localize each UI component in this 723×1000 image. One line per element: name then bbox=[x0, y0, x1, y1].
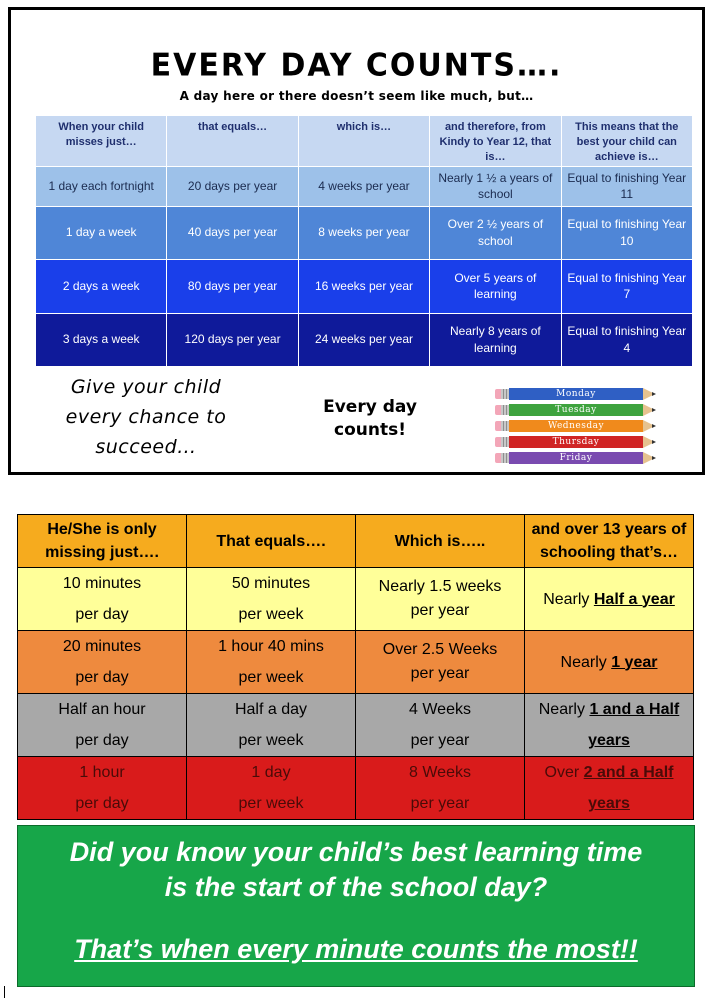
cell-line: per year bbox=[410, 665, 470, 682]
header-best-achieve: This means that the best your child can achieve is… bbox=[561, 116, 692, 167]
table-cell bbox=[525, 568, 694, 631]
text-cursor-icon bbox=[4, 986, 5, 998]
table-row bbox=[36, 313, 693, 366]
cell-text: Over bbox=[544, 764, 584, 781]
poster-subtitle: A day here or there doesn’t seem like much, but… bbox=[179, 89, 534, 103]
table-cell bbox=[525, 757, 694, 820]
cell-emphasis: 1 year bbox=[611, 653, 658, 671]
cell-line: per year bbox=[410, 602, 470, 619]
cell-line: per day bbox=[75, 795, 129, 812]
table-cell bbox=[356, 568, 525, 631]
pencil-icon bbox=[495, 388, 657, 400]
header-that-equals: That equals…. bbox=[187, 515, 356, 568]
cell-line: per year bbox=[410, 795, 470, 812]
cell-emphasis: Half a year bbox=[593, 590, 675, 608]
pencil-icon bbox=[495, 452, 657, 464]
table-row bbox=[36, 206, 693, 259]
table-cell: 120 days per year bbox=[167, 313, 298, 366]
table-cell: Over 5 years of learning bbox=[430, 259, 561, 313]
slogan-line: succeed… bbox=[95, 436, 197, 458]
cell-emphasis: 2 and a Half years bbox=[583, 764, 674, 812]
banner-emphasis-line: That’s when every minute counts the most!! bbox=[74, 934, 638, 964]
cell-line: per week bbox=[238, 669, 304, 686]
cell-line: 1 day bbox=[251, 764, 291, 781]
table-cell bbox=[187, 631, 356, 694]
cell-text: Nearly bbox=[560, 653, 612, 671]
cell-line: 50 minutes bbox=[231, 575, 311, 592]
slogan-line: Give your child bbox=[70, 376, 222, 398]
banner-line: is the start of the school day? bbox=[164, 872, 548, 902]
cell-line: per year bbox=[410, 732, 470, 749]
table-cell: Equal to finishing Year 11 bbox=[561, 166, 692, 206]
table-header-row bbox=[36, 116, 693, 167]
table-cell bbox=[187, 568, 356, 631]
table-cell bbox=[525, 631, 694, 694]
table-cell: Nearly 1 ½ a years of school bbox=[430, 166, 561, 206]
cell-text: Nearly bbox=[543, 590, 594, 608]
cell-line: per day bbox=[75, 606, 129, 623]
table-cell bbox=[356, 757, 525, 820]
pencil-icon bbox=[495, 404, 657, 416]
table-cell bbox=[356, 694, 525, 757]
table-cell: Equal to finishing Year 4 bbox=[561, 313, 692, 366]
header-which-is: which is… bbox=[298, 116, 429, 167]
header-equals: that equals… bbox=[167, 116, 298, 167]
table-cell bbox=[356, 631, 525, 694]
cell-line: 20 minutes bbox=[62, 638, 142, 655]
table-row bbox=[18, 631, 694, 694]
header-missing-just: He/She is only missing just…. bbox=[18, 515, 187, 568]
table-row bbox=[18, 694, 694, 757]
table-cell bbox=[18, 694, 187, 757]
header-over-13-years: and over 13 years of schooling that’s… bbox=[525, 515, 694, 568]
cell-line: 10 minutes bbox=[62, 575, 142, 592]
table-cell: 3 days a week bbox=[36, 313, 167, 366]
slogan-line: Every day bbox=[323, 397, 417, 417]
table-cell bbox=[187, 757, 356, 820]
every-day-counts-slogan bbox=[301, 396, 439, 442]
pencil-label: Tuesday bbox=[509, 404, 643, 416]
minutes-missed-table bbox=[17, 514, 694, 820]
table-cell: 16 weeks per year bbox=[298, 259, 429, 313]
table-row bbox=[36, 259, 693, 313]
cell-line: Nearly 1.5 weeks bbox=[378, 578, 502, 595]
table-cell: 8 weeks per year bbox=[298, 206, 429, 259]
table-cell: 2 days a week bbox=[36, 259, 167, 313]
table-row bbox=[36, 166, 693, 206]
cell-text: Nearly bbox=[538, 701, 590, 718]
table-cell bbox=[18, 568, 187, 631]
table-cell bbox=[18, 631, 187, 694]
table-cell: 4 weeks per year bbox=[298, 166, 429, 206]
cell-line: per week bbox=[238, 795, 304, 812]
poster-title: EVERY DAY COUNTS…. bbox=[150, 47, 563, 84]
table-cell: Nearly 8 years of learning bbox=[430, 313, 561, 366]
slogan-line: counts! bbox=[334, 420, 406, 440]
header-which-is: Which is….. bbox=[356, 515, 525, 568]
cell-line: per day bbox=[75, 732, 129, 749]
cell-line: 1 hour bbox=[79, 764, 125, 781]
pencil-label: Wednesday bbox=[509, 420, 643, 432]
table-cell: Over 2 ½ years of school bbox=[430, 206, 561, 259]
table-row bbox=[18, 568, 694, 631]
banner-line: Did you know your child’s best learning time bbox=[69, 837, 643, 867]
table-cell bbox=[525, 694, 694, 757]
cell-line: per week bbox=[238, 606, 304, 623]
pencil-label: Thursday bbox=[509, 436, 643, 448]
cell-line: Half an hour bbox=[58, 701, 146, 718]
table-cell: 1 day each fortnight bbox=[36, 166, 167, 206]
table-cell bbox=[187, 694, 356, 757]
table-row bbox=[18, 757, 694, 820]
days-missed-table bbox=[35, 115, 693, 367]
pencil-icon bbox=[495, 420, 657, 432]
attendance-poster bbox=[8, 7, 705, 475]
table-cell bbox=[18, 757, 187, 820]
cell-line: per day bbox=[75, 669, 129, 686]
table-cell: 40 days per year bbox=[167, 206, 298, 259]
table-cell: 1 day a week bbox=[36, 206, 167, 259]
give-your-child-slogan bbox=[51, 372, 241, 462]
slogan-line: every chance to bbox=[65, 406, 227, 428]
table-header-row bbox=[18, 515, 694, 568]
cell-line: Over 2.5 Weeks bbox=[382, 641, 498, 658]
table-cell: Equal to finishing Year 10 bbox=[561, 206, 692, 259]
learning-time-banner bbox=[17, 825, 695, 987]
weekday-pencils-illustration bbox=[495, 388, 665, 468]
table-cell: 20 days per year bbox=[167, 166, 298, 206]
pencil-label: Friday bbox=[509, 452, 643, 464]
cell-line: 8 Weeks bbox=[409, 764, 471, 781]
cell-line: 4 Weeks bbox=[409, 701, 471, 718]
table-cell: Equal to finishing Year 7 bbox=[561, 259, 692, 313]
header-misses: When your child misses just… bbox=[36, 116, 167, 167]
cell-emphasis: 1 and a Half years bbox=[588, 701, 680, 749]
cell-line: Half a day bbox=[234, 701, 308, 718]
cell-line: per week bbox=[238, 732, 304, 749]
table-cell: 24 weeks per year bbox=[298, 313, 429, 366]
cell-line: 1 hour 40 mins bbox=[218, 638, 324, 655]
header-kindy-to-year12: and therefore, from Kindy to Year 12, that is… bbox=[430, 116, 561, 167]
pencil-label: Monday bbox=[509, 388, 643, 400]
table-cell: 80 days per year bbox=[167, 259, 298, 313]
pencil-icon bbox=[495, 436, 657, 448]
